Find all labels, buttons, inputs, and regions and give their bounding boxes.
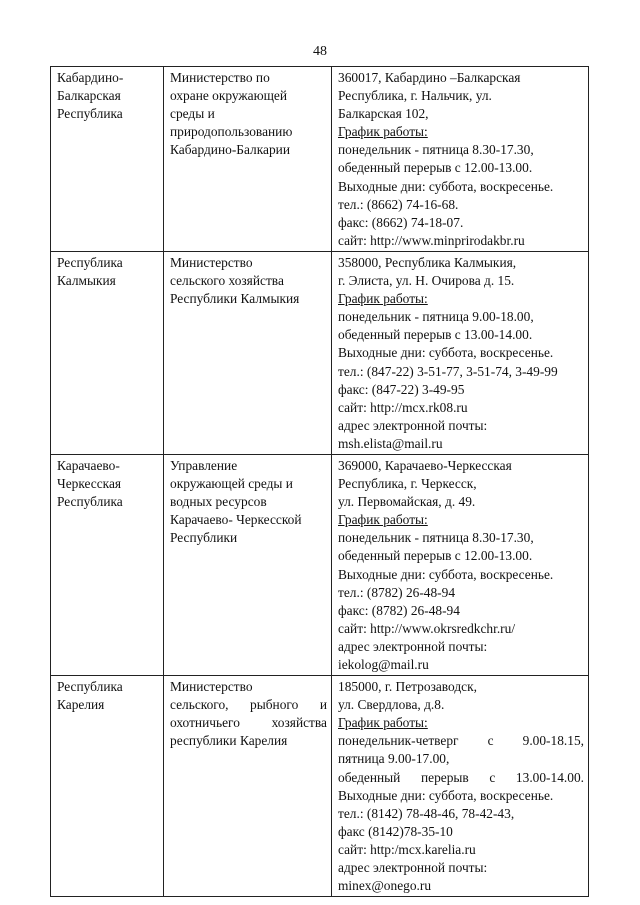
schedule-label: График работы: xyxy=(338,124,428,140)
contact-detail-line: понедельник - пятница 9.00-18.00, xyxy=(338,309,534,325)
contact-detail-line: понедельник-четверг с 9.00-18.15, xyxy=(338,733,584,749)
contact-detail-line: minex@onego.ru xyxy=(338,878,432,894)
organization-line: охране окружающей xyxy=(170,88,288,104)
region-cell xyxy=(51,676,164,897)
address-line: ул. Первомайская, д. 49. xyxy=(338,494,476,510)
region-line: Черкесская xyxy=(57,476,122,492)
contact-detail-line: адрес электронной почты: xyxy=(338,860,488,876)
contact-detail-line: сайт: http://www.minprirodakbr.ru xyxy=(338,232,525,248)
contact-cell xyxy=(332,67,589,252)
organization-line: Министерство xyxy=(170,254,253,270)
agencies-table-body xyxy=(51,67,589,897)
region-cell xyxy=(51,454,164,675)
organization-line: среды и xyxy=(170,106,215,122)
contact-detail-line: обеденный перерыв с 13.00-14.00. xyxy=(338,327,533,343)
organization-cell xyxy=(164,251,332,454)
contact-detail-line: сайт: http:/mcx.karelia.ru xyxy=(338,841,476,857)
contact-detail-line: факс (8142)78-35-10 xyxy=(338,823,453,839)
table-row xyxy=(51,454,589,675)
region-line: Калмыкия xyxy=(57,273,116,289)
table-row xyxy=(51,67,589,252)
address-line: 185000, г. Петрозаводск, xyxy=(338,679,477,695)
contact-detail-line: понедельник - пятница 8.30-17.30, xyxy=(338,142,534,158)
address-line: ул. Свердлова, д.8. xyxy=(338,697,445,713)
region-line: Республика xyxy=(57,494,123,510)
address-line: Республика, г. Черкесск, xyxy=(338,476,477,492)
contact-cell xyxy=(332,454,589,675)
address-line: 369000, Карачаево-Черкесская xyxy=(338,457,512,473)
region-line: Республика xyxy=(57,254,123,270)
organization-cell xyxy=(164,67,332,252)
organization-line: сельского, рыбного и xyxy=(170,697,327,713)
region-line: Республика xyxy=(57,679,123,695)
organization-line: Республики xyxy=(170,530,238,546)
contact-cell xyxy=(332,251,589,454)
organization-line: Министерство xyxy=(170,679,253,695)
contact-detail-line: факс: (8782) 26-48-94 xyxy=(338,602,460,618)
region-cell xyxy=(51,67,164,252)
region-cell xyxy=(51,251,164,454)
contact-detail-line: тел.: (8662) 74-16-68. xyxy=(338,196,459,212)
organization-line: Республики Калмыкия xyxy=(170,291,300,307)
organization-line: окружающей среды и xyxy=(170,476,293,492)
contact-detail-line: тел.: (8142) 78-48-46, 78-42-43, xyxy=(338,805,515,821)
region-line: Карачаево- xyxy=(57,457,120,473)
region-line: Кабардино- xyxy=(57,70,124,85)
contact-cell xyxy=(332,676,589,897)
organization-line: сельского хозяйства xyxy=(170,273,284,289)
contact-detail-line: пятница 9.00-17.00, xyxy=(338,751,450,767)
schedule-label: График работы: xyxy=(338,512,428,528)
organization-line: Министерство по xyxy=(170,70,270,85)
contact-detail-line: обеденный перерыв с 13.00-14.00. xyxy=(338,769,584,785)
agencies-table xyxy=(50,66,589,897)
contact-detail-line: Выходные дни: суббота, воскресенье. xyxy=(338,345,554,361)
organization-line: водных ресурсов xyxy=(170,494,267,510)
contact-detail-line: Выходные дни: суббота, воскресенье. xyxy=(338,178,554,194)
contact-detail-line: сайт: http://www.okrsredkchr.ru/ xyxy=(338,620,516,636)
table-row xyxy=(51,676,589,897)
contact-detail-line: обеденный перерыв с 12.00-13.00. xyxy=(338,160,533,176)
schedule-label: График работы: xyxy=(338,715,428,731)
organization-line: республики Карелия xyxy=(170,733,288,749)
address-line: г. Элиста, ул. Н. Очирова д. 15. xyxy=(338,273,515,289)
region-line: Карелия xyxy=(57,697,105,713)
schedule-label: График работы: xyxy=(338,291,428,307)
contact-detail-line: Выходные дни: суббота, воскресенье. xyxy=(338,787,554,803)
contact-detail-line: обеденный перерыв с 12.00-13.00. xyxy=(338,548,533,564)
organization-line: Кабардино-Балкарии xyxy=(170,142,290,158)
contact-detail-line: тел.: (8782) 26-48-94 xyxy=(338,584,456,600)
organization-line: природопользованию xyxy=(170,124,293,140)
region-line: Республика xyxy=(57,106,123,122)
contact-detail-line: факс: (8662) 74-18-07. xyxy=(338,214,464,230)
address-line: Балкарская 102, xyxy=(338,106,429,122)
address-line: 360017, Кабардино –Балкарская xyxy=(338,70,521,85)
contact-detail-line: факс: (847-22) 3-49-95 xyxy=(338,381,465,397)
organization-line: Управление xyxy=(170,457,238,473)
organization-cell xyxy=(164,676,332,897)
contact-detail-line: адрес электронной почты: xyxy=(338,417,488,433)
contact-detail-line: сайт: http://mcx.rk08.ru xyxy=(338,399,468,415)
region-line: Балкарская xyxy=(57,88,121,104)
organization-cell xyxy=(164,454,332,675)
address-line: Республика, г. Нальчик, ул. xyxy=(338,88,492,104)
contact-detail-line: адрес электронной почты: xyxy=(338,638,488,654)
contact-detail-line: Выходные дни: суббота, воскресенье. xyxy=(338,566,554,582)
address-line: 358000, Республика Калмыкия, xyxy=(338,254,517,270)
contact-detail-line: понедельник - пятница 8.30-17.30, xyxy=(338,530,534,546)
contact-detail-line: msh.elista@mail.ru xyxy=(338,435,443,451)
page-number: 48 xyxy=(313,44,327,59)
table-row xyxy=(51,251,589,454)
organization-line: Карачаево- Черкесской xyxy=(170,512,302,528)
contact-detail-line: тел.: (847-22) 3-51-77, 3-51-74, 3-49-99 xyxy=(338,363,558,379)
organization-line: охотничьего хозяйства xyxy=(170,715,327,731)
contact-detail-line: iekolog@mail.ru xyxy=(338,657,429,672)
